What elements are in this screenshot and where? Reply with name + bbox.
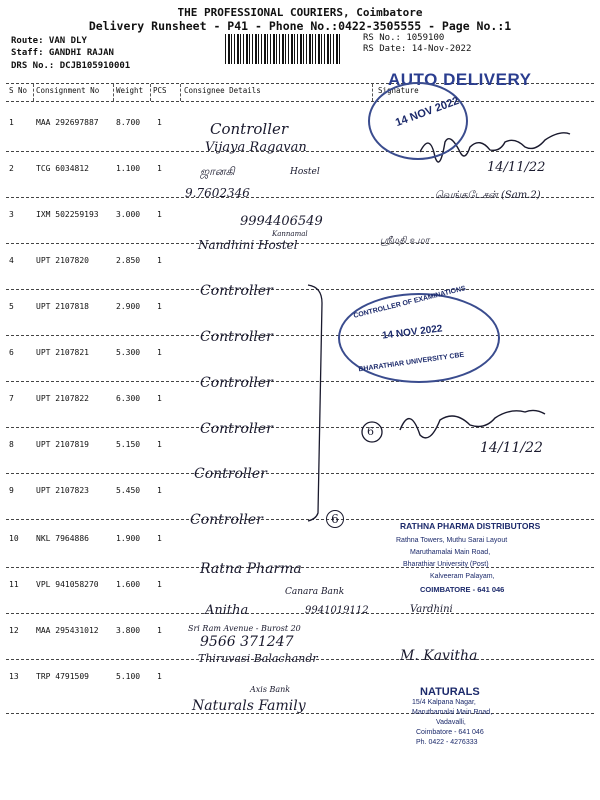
row-consignment: NKL 7964886 (36, 534, 89, 543)
hw-r3-kannamal: Kannamal (272, 230, 308, 238)
col-weight: Weight (116, 86, 144, 95)
row-pcs: 1 (157, 210, 162, 219)
hw-r9: Controller (190, 512, 263, 528)
row-consignment: VPL 941058270 (36, 580, 99, 589)
hw-r3-sig: ஸ்ரீமதி உமா (380, 236, 430, 246)
row-sno: 10 (9, 534, 19, 543)
hw-r2-sig: வெங்கடேசன் (Sam.2) (435, 190, 541, 201)
col-sno: S No (9, 86, 28, 95)
barcode (225, 34, 340, 64)
row-consignment: TCG 6034812 (36, 164, 89, 173)
hw-r11-bank: Canara Bank (285, 587, 345, 597)
row-weight: 3.000 (116, 210, 141, 219)
naturals-stamp-line: 15/4 Kalpana Nagar, (412, 699, 476, 706)
row-pcs: 1 (157, 580, 162, 589)
row-pcs: 1 (157, 626, 162, 635)
hw-r2-phone: 9.7602346 (185, 186, 250, 200)
naturals-stamp-line: Maruthamalai Main Road, (412, 709, 493, 716)
row-pcs: 1 (157, 118, 162, 127)
col-sep (113, 84, 114, 101)
controller-stamp-ring: CONTROLLER OF EXAMINATIONS (352, 285, 467, 320)
hw-r7: Controller (200, 421, 273, 437)
row-sno: 12 (9, 626, 19, 635)
col-sep (150, 84, 151, 101)
col-signature: Signature (378, 86, 419, 95)
hw-r12-sig: M. Kavitha (400, 648, 478, 664)
route-label: Route: VAN DLY (11, 36, 87, 46)
col-pcs: PCS (153, 86, 167, 95)
row-pcs: 1 (157, 302, 162, 311)
row-consignment: UPT 2107819 (36, 440, 89, 449)
row-consignment: UPT 2107818 (36, 302, 89, 311)
row-sno: 2 (9, 164, 14, 173)
row-pcs: 1 (157, 394, 162, 403)
hw-r2-hostel: Hostel (290, 167, 320, 177)
row-consignment: IXM 502259193 (36, 210, 99, 219)
hw-r11-sig: Vardhini (410, 604, 453, 615)
company-name: THE PROFESSIONAL COURIERS, Coimbatore (177, 6, 423, 19)
col-consignment: Consignment No (36, 86, 100, 95)
row-pcs: 1 (157, 164, 162, 173)
row-weight: 5.450 (116, 486, 141, 495)
row-sno: 13 (9, 672, 19, 681)
ratna-stamp-line: Maruthamalai Main Road, (410, 549, 491, 556)
auto-delivery-stamp: AUTO DELIVERY (388, 70, 532, 89)
hw-r11-name: Anitha (205, 603, 249, 618)
col-consignee: Consignee Details (184, 86, 261, 95)
row-weight: 1.900 (116, 534, 141, 543)
divider (6, 101, 594, 102)
runsheet-title: Delivery Runsheet - P41 - Phone No.:0422-3505555 - Page No.:1 (88, 19, 512, 33)
rs-date: RS Date: 14-Nov-2022 (363, 44, 472, 54)
row-pcs: 1 (157, 534, 162, 543)
row-sno: 7 (9, 394, 14, 403)
bracket (300, 283, 330, 523)
ratna-stamp-name: RATHNA PHARMA DISTRIBUTORS (400, 521, 541, 531)
hw-r3-phone: 9994406549 (240, 214, 323, 229)
rs-number: RS No.: 1059100 (363, 33, 445, 43)
ratna-stamp-line: Bharathiar University (Post) (403, 561, 489, 568)
hw-r9-circle: 6 (326, 510, 344, 528)
row-weight: 2.900 (116, 302, 141, 311)
hw-r1-name: Vijaya Ragavan (205, 140, 307, 155)
row-sno: 6 (9, 348, 14, 357)
naturals-stamp-name: NATURALS (420, 686, 480, 698)
hw-r10: Ratna Pharma (200, 561, 302, 577)
row-consignment: UPT 2107823 (36, 486, 89, 495)
hw-r1-controller: Controller (210, 120, 289, 138)
row-consignment: UPT 2107820 (36, 256, 89, 265)
hw-r3-name: Nandhini Hostel (198, 238, 298, 252)
hw-date-8: 14/11/22 (480, 440, 543, 456)
col-sep (33, 84, 34, 101)
row-sno: 4 (9, 256, 14, 265)
staff-label: Staff: GANDHI RAJAN (11, 48, 114, 58)
hw-r13-name: Naturals Family (192, 698, 306, 714)
row-weight: 8.700 (116, 118, 141, 127)
hw-r12-address: Sri Ram Avenue - Burost 20 (188, 624, 301, 633)
naturals-stamp-line: Coimbatore - 641 046 (416, 729, 484, 736)
row-pcs: 1 (157, 348, 162, 357)
row-consignment: MAA 295431012 (36, 626, 99, 635)
row-weight: 2.850 (116, 256, 141, 265)
row-sno: 11 (9, 580, 19, 589)
row-pcs: 1 (157, 486, 162, 495)
row-divider (6, 613, 594, 614)
row-sno: 8 (9, 440, 14, 449)
row-sno: 5 (9, 302, 14, 311)
row-consignment: UPT 2107821 (36, 348, 89, 357)
ratna-stamp-line: Rathna Towers, Muthu Sarai Layout (396, 537, 508, 544)
hw-r6: Controller (200, 375, 273, 391)
row-pcs: 1 (157, 440, 162, 449)
controller-stamp-bottom: BHARATHIAR UNIVERSITY CBE (358, 351, 465, 374)
hw-date-1: 14/11/22 (487, 160, 546, 175)
row-sno: 1 (9, 118, 14, 127)
ratna-stamp-line: COIMBATORE - 641 046 (420, 585, 505, 594)
ratna-stamp-line: Kalveeram Palayam, (430, 573, 495, 580)
row-consignment: TRP 4791509 (36, 672, 89, 681)
naturals-stamp-line: Vadavalli, (436, 719, 466, 726)
row-weight: 5.100 (116, 672, 141, 681)
row-weight: 1.100 (116, 164, 141, 173)
hw-r8-circle: 6 (367, 425, 374, 438)
hw-r5: Controller (200, 329, 273, 345)
row-sno: 3 (9, 210, 14, 219)
controller-stamp-date: 14 NOV 2022 (381, 323, 444, 342)
hw-r11-phone: 9941019112 (305, 605, 369, 616)
col-sep (180, 84, 181, 101)
row-divider (6, 243, 594, 244)
naturals-stamp-line: Ph. 0422 - 4276333 (416, 739, 478, 746)
hw-r8: Controller (194, 466, 267, 482)
row-weight: 1.600 (116, 580, 141, 589)
hw-r4: Controller (200, 283, 273, 299)
drs-number: DRS No.: DCJB105910001 (11, 61, 131, 71)
row-pcs: 1 (157, 672, 162, 681)
row-pcs: 1 (157, 256, 162, 265)
round-stamp-date: 14 NOV 2022 (393, 94, 461, 130)
row-weight: 3.800 (116, 626, 141, 635)
row-weight: 5.150 (116, 440, 141, 449)
row-sno: 9 (9, 486, 14, 495)
hw-r2-tamil: ஜானகி (200, 165, 235, 178)
hw-r13-bank: Axis Bank (250, 685, 291, 694)
hw-r12-phone: 9566 371247 (200, 634, 294, 650)
hw-r12-name: Thiruvasi Balachandr (198, 652, 318, 665)
col-sep (372, 84, 373, 101)
row-weight: 5.300 (116, 348, 141, 357)
row-weight: 6.300 (116, 394, 141, 403)
row-consignment: UPT 2107822 (36, 394, 89, 403)
row-consignment: MAA 292697887 (36, 118, 99, 127)
